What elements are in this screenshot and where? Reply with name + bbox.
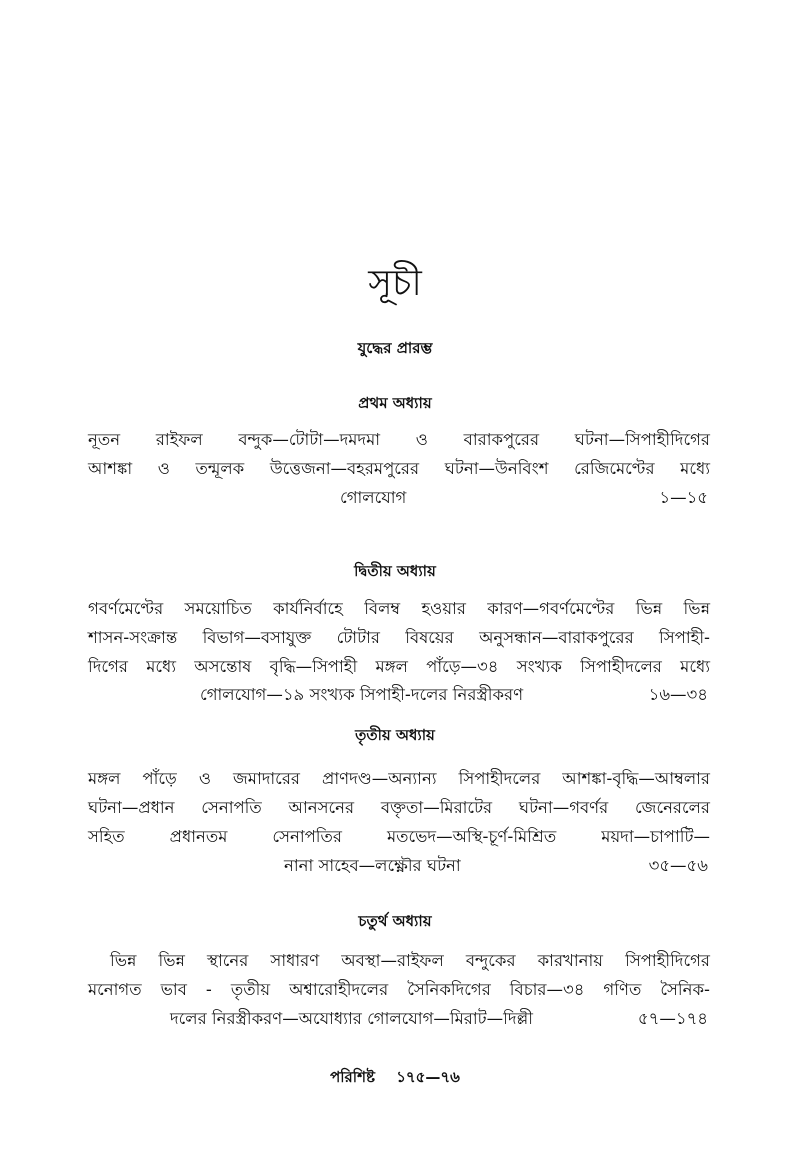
chapter-4-summary <box>110 946 710 975</box>
summary-line: ভিন্ন ভিন্ন স্থানের সাধারণ অবস্থা—রাইফল বন্দুকের কারখানায় সিপাহীদিগের <box>110 951 710 970</box>
summary-line: মঙ্গল পাঁড়ে ও জমাদারের প্রাণদণ্ড—অন্যান্য সিপাহীদলের আশঙ্কা-বৃদ্ধি—আম্বলার <box>88 769 710 788</box>
chapter-4-summary-cont <box>88 975 710 1004</box>
chapter-2-pages: ১৬—৩৪ <box>648 685 708 704</box>
summary-line: মনোগত ভাব - তৃতীয় অশ্বারোহীদলের সৈনিকদিগের বিচার—৩৪ গণিত সৈনিক- <box>88 980 710 999</box>
appendix-entry <box>0 1066 790 1091</box>
chapter-1-heading: প্রথম অধ্যায় <box>358 394 432 412</box>
chapter-2-last-line: গোলযোগ—১৯ সংখ্যক সিপাহী-দলের নিরস্ত্রীকরণ <box>200 685 524 704</box>
page-title: সূচী <box>368 263 422 304</box>
chapter-3-pages: ৩৫—৫৬ <box>648 856 708 875</box>
chapter-3-last-line: নানা সাহেব—লক্ষ্ণৌর ঘটনা <box>284 856 461 875</box>
summary-line: আশঙ্কা ও তন্মূলক উত্তেজনা—বহরমপুরের ঘটনা—উনবিংশ রেজিমেণ্টের মধ্যে <box>88 459 710 478</box>
summary-line: ঘটনা—প্রধান সেনাপতি আনসনের বক্তৃতা—মিরাটের ঘটনা—গবর্ণর জেনেরলের <box>88 798 710 817</box>
appendix-pages: ১৭৫—৭৬ <box>396 1068 460 1086</box>
chapter-3-heading: তৃতীয় অধ্যায় <box>355 726 435 744</box>
summary-line: সহিত প্রধানতম সেনাপতির মতভেদ—অস্থি-চূর্ণ-মিশ্রিত ময়দা—চাপাটি— <box>88 827 710 846</box>
summary-line: গবর্ণমেণ্টের সময়োচিত কার্যনির্বাহে বিলম্ব হওয়ার কারণ—গবর্ণমেণ্টের ভিন্ন ভিন্ন <box>88 599 710 618</box>
chapter-1-summary <box>88 425 710 483</box>
chapter-4-last-line: দলের নিরস্ত্রীকরণ—অযোধ্যার গোলযোগ—মিরাট—দিল্লী <box>170 1009 533 1028</box>
appendix-label: পরিশিষ্ট <box>330 1068 375 1086</box>
chapter-2-heading: দ্বিতীয় অধ্যায় <box>354 562 436 580</box>
summary-line: শাসন-সংক্রান্ত বিভাগ—বসাযুক্ত টোটার বিষয়ের অনুসন্ধান—বারাকপুরের সিপাহী- <box>88 628 710 647</box>
summary-line: নূতন রাইফল বন্দুক—টোটা—দমদমা ও বারাকপুরের ঘটনা—সিপাহীদিগের <box>88 430 710 449</box>
summary-line: দিগের মধ্যে অসন্তোষ বৃদ্ধি—সিপাহী মঙ্গল পাঁড়ে—৩৪ সংখ্যক সিপাহীদলের মধ্যে <box>88 657 710 676</box>
chapter-1-pages: ১—১৫ <box>659 488 708 507</box>
chapter-1-last-line: গোলযোগ <box>340 488 407 507</box>
chapter-2-summary <box>88 594 710 681</box>
chapter-4-heading: চতুর্থ অধ্যায় <box>358 912 432 930</box>
chapter-4-pages: ৫৭—১৭৪ <box>637 1009 708 1028</box>
part-subtitle: যুদ্ধের প্রারম্ভ <box>357 339 433 357</box>
chapter-3-summary <box>88 764 710 851</box>
